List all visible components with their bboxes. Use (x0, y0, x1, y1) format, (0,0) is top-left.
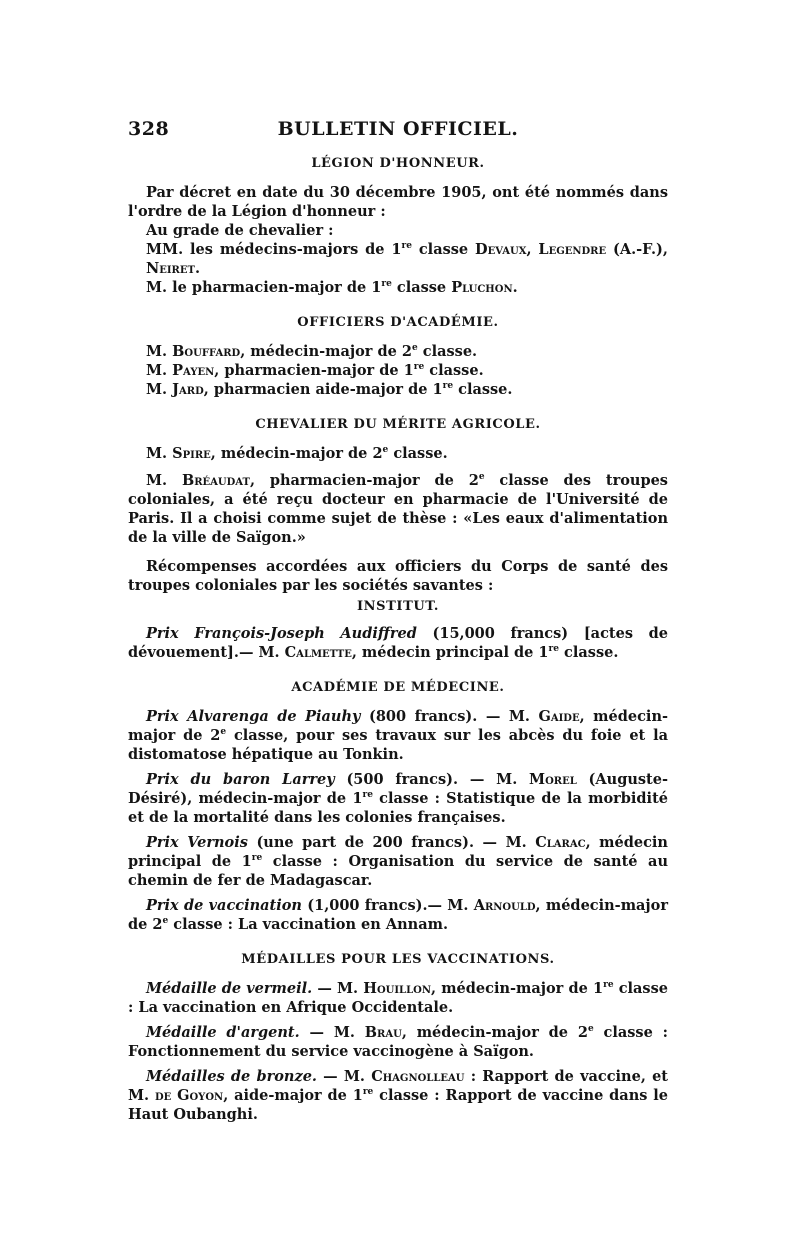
section-title-medailles: MÉDAILLES POUR LES VACCINATIONS. (241, 952, 555, 967)
legion-line-2: M. le pharmacien-major de 1re classe Pluchon. (146, 279, 518, 296)
running-head: BULLETIN OFFICIEL. (277, 118, 519, 140)
section-title-legion: LÉGION D'HONNEUR. (311, 156, 485, 171)
page-number: 328 (128, 118, 170, 140)
academie-line-1: M. Bouffard, médecin-major de 2e classe. (146, 343, 478, 360)
medecine-paragraph-1: Prix Alvarenga de Piauhy (800 francs). — M. Gaide, médecin-major de 2e classe, pour ses travaux sur les abcès du foie et la distomatose hépatique au Tonkin. (128, 708, 669, 763)
merite-line-1: M. Spire, médecin-major de 2e classe. (146, 445, 448, 462)
institut-paragraph: Prix François-Joseph Audiffred (15,000 francs) [actes de dévouement].— M. Calmette, médecin principal de 1re classe. (128, 625, 668, 661)
academie-line-3: M. Jard, pharmacien aide-major de 1re classe. (146, 381, 513, 398)
legion-grade: Au grade de chevalier : (146, 222, 334, 239)
medaille-paragraph-3: Médailles de bronze. — M. Chagnolleau : Rapport de vaccine, et M. de Goyon, aide-major de 1re classe : Rapport de vaccine dans le Haut Oubanghi. (128, 1068, 668, 1123)
academie-line-2: M. Payen, pharmacien-major de 1re classe. (146, 362, 484, 379)
section-title-medecine: ACADÉMIE DE MÉDECINE. (291, 680, 505, 695)
medecine-paragraph-3: Prix Vernois (une part de 200 francs). — M. Clarac, médecin principal de 1re classe : Organisation du service de santé au chemin de fer de Madagascar. (128, 834, 668, 889)
medaille-paragraph-2: Médaille d'argent. — M. Brau, médecin-major de 2e classe : Fonctionnement du service vaccinogène à Saïgon. (128, 1024, 669, 1060)
medaille-paragraph-1: Médaille de vermeil. — M. Houillon, médecin-major de 1re classe : La vaccination en Afrique Occidentale. (128, 980, 668, 1016)
medecine-paragraph-4: Prix de vaccination (1,000 francs).— M. Arnould, médecin-major de 2e classe : La vaccination en Annam. (128, 897, 668, 933)
legion-line-1: MM. les médecins-majors de 1re classe Devaux, Legendre (A.-F.), Neiret. (146, 241, 668, 277)
section-title-merite: CHEVALIER DU MÉRITE AGRICOLE. (255, 417, 541, 432)
section-title-academie: OFFICIERS D'ACADÉMIE. (297, 315, 499, 330)
page-header (128, 118, 668, 142)
section-title-institut: INSTITUT. (356, 599, 440, 614)
recompenses-intro: Récompenses accordées aux officiers du Corps de santé des troupes coloniales par les sociétés savantes : (128, 558, 668, 594)
medecine-paragraph-2: Prix du baron Larrey (500 francs). — M. Morel (Auguste-Désiré), médecin-major de 1re classe : Statistique de la morbidité et de la mortalité dans les colonies françaises. (128, 771, 668, 826)
body-column (128, 154, 668, 1124)
legion-intro: Par décret en date du 30 décembre 1905, ont été nommés dans l'ordre de la Légion d'honneur : (128, 184, 668, 220)
merite-paragraph-2: M. Bréaudat, pharmacien-major de 2e classe des troupes coloniales, a été reçu docteur en pharmacie de l'Université de Paris. Il a choisi comme sujet de thèse : «Les eaux d'alimentation de la ville de Saïgon.» (128, 472, 668, 546)
